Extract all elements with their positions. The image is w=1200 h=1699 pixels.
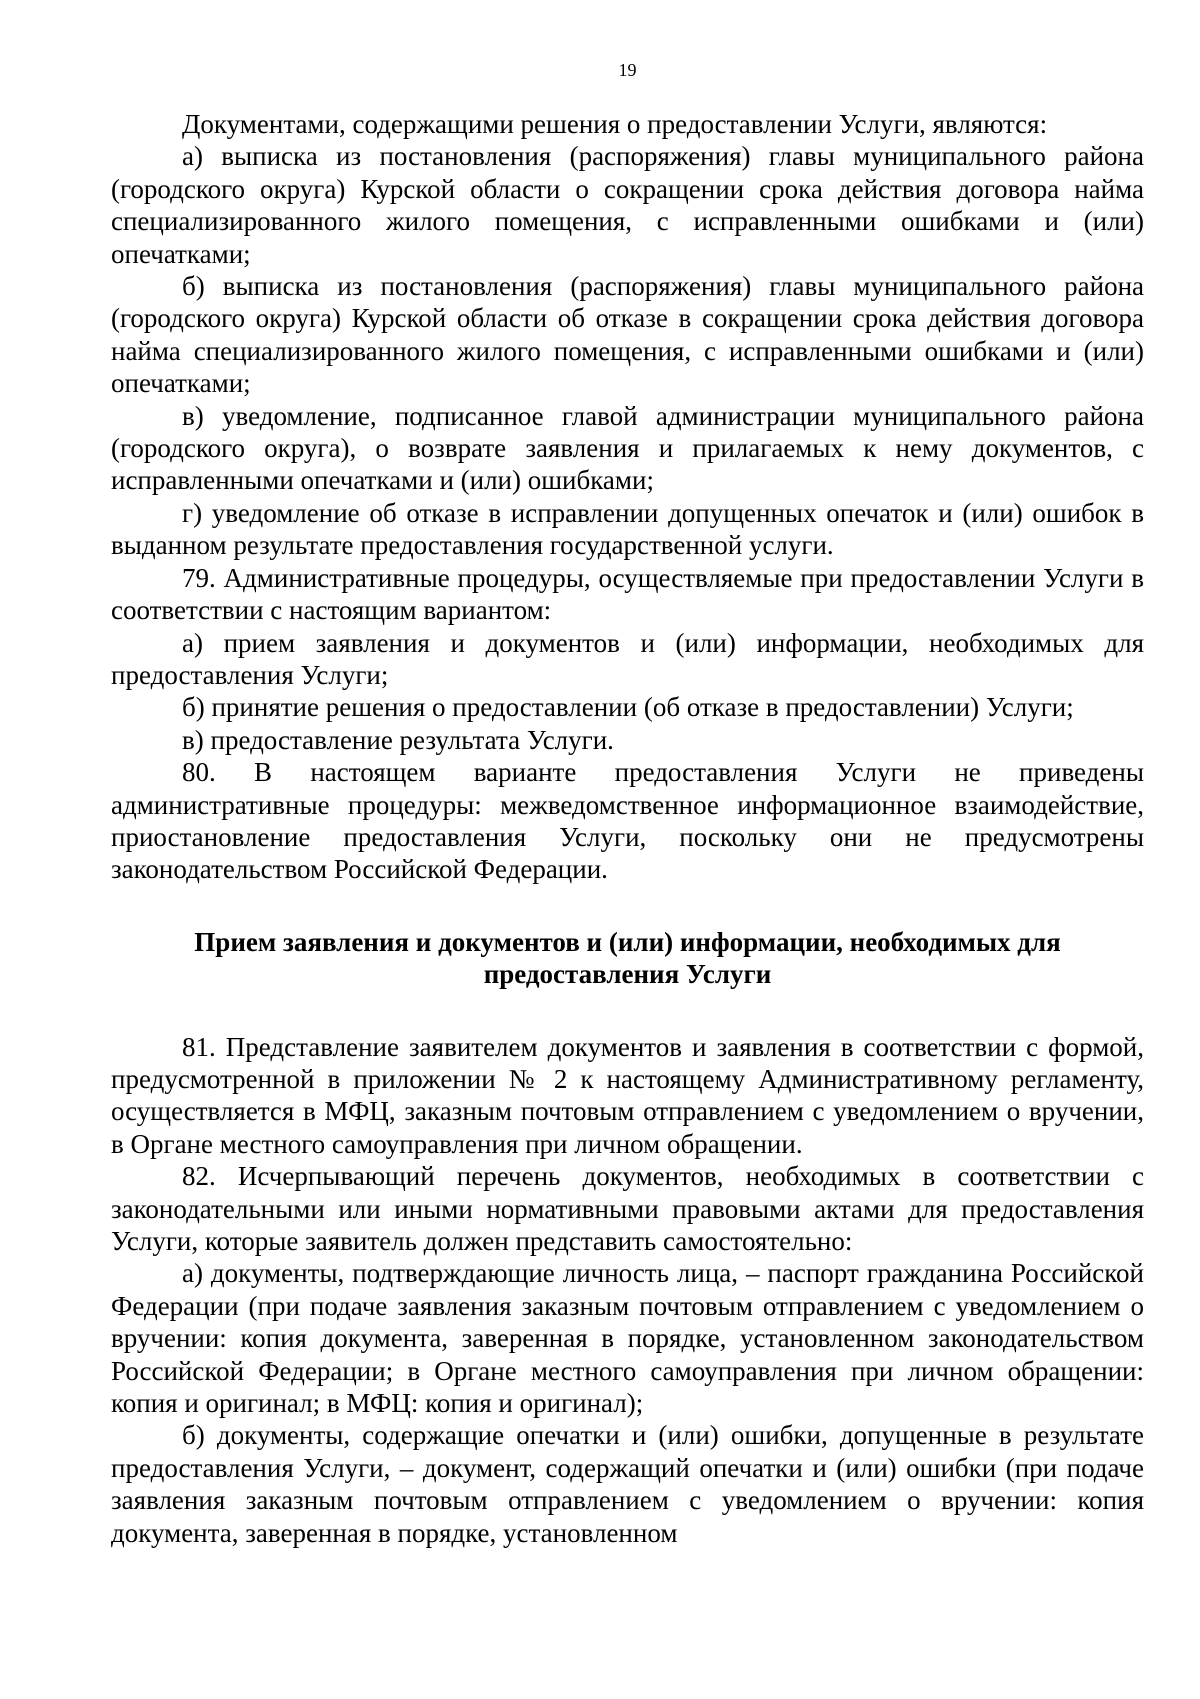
list-item-b: б) выписка из постановления (распоряжения) главы муниципального района (городского округа) Курской области об отказе в сокращении срока действия договора найма специализированного жилого помещения, с исправленными ошибками и (или) опечатками; bbox=[111, 271, 1144, 399]
paragraph-79-item-b: б) принятие решения о предоставлении (об отказе в предоставлении) Услуги; bbox=[182, 692, 1074, 723]
paragraph-79-item-v: в) предоставление результата Услуги. bbox=[182, 724, 614, 755]
section-heading-line-2: предоставления Услуги bbox=[483, 959, 772, 990]
list-item-v: в) уведомление, подписанное главой администрации муниципального района (городского округа), о возврате заявления и прилагаемых к нему документов, с исправленными опечатками и (или) ошибками; bbox=[111, 400, 1144, 496]
list-item-a: а) выписка из постановления (распоряжения) главы муниципального района (городского округа) Курской области о сокращении срока действия договора найма специализированного жилого помещения, с исправленными ошибками и (или) опечатками; bbox=[111, 141, 1144, 269]
list-item-g: г) уведомление об отказе в исправлении допущенных опечаток и (или) ошибок в выданном результате предоставления государственной услуги. bbox=[111, 497, 1144, 561]
document-page bbox=[111, 0, 1144, 1549]
paragraph-82: 82. Исчерпывающий перечень документов, необходимых в соответствии с законодательными или иными нормативными правовыми актами для предоставления Услуги, которые заявитель должен представить самостоятельно: bbox=[111, 1161, 1144, 1256]
page-number: 19 bbox=[618, 60, 637, 80]
paragraph-81: 81. Представление заявителем документов и заявления в соответствии с формой, предусмотренной в приложении № 2 к настоящему Административному регламенту, осуществляется в МФЦ, заказным почтовым отправлением с уведомлением о вручении, в Органе местного самоуправления при личном обращении. bbox=[111, 1031, 1144, 1159]
paragraph-79: 79. Административные процедуры, осуществляемые при предоставлении Услуги в соответствии с настоящим вариантом: bbox=[111, 562, 1144, 626]
section-heading bbox=[111, 926, 1144, 991]
paragraph-intro: Документами, содержащими решения о предоставлении Услуги, являются: bbox=[182, 109, 1048, 139]
paragraph-79-item-a: а) прием заявления и документов и (или) информации, необходимых для предоставления Услуги; bbox=[111, 627, 1144, 690]
paragraph-82-item-b: б) документы, содержащие опечатки и (или) ошибки, допущенные в результате предоставления Услуги, – документ, содержащий опечатки и (или) ошибки (при подаче заявления заказным почтовым отправлением с уведомлением о вручении: копия документа, заверенная в порядке, установленном bbox=[111, 1420, 1144, 1548]
section-heading-line-1: Прием заявления и документов и (или) информации, необходимых для bbox=[194, 926, 1061, 957]
paragraph-82-item-a: а) документы, подтверждающие личность лица, – паспорт гражданина Российской Федерации (при подаче заявления заказным почтовым отправлением с уведомлением о вручении: копия документа, заверенная в порядке, установленном законодательством Российской Федерации; в Органе местного самоуправления при личном обращении: копия и оригинал; в МФЦ: копия и оригинал); bbox=[111, 1258, 1144, 1419]
paragraph-80: 80. В настоящем варианте предоставления Услуги не приведены административные процедуры: межведомственное информационное взаимодействие, приостановление предоставления Услуги, поскольку они не предусмотрены законодательством Российской Федерации. bbox=[111, 757, 1144, 885]
